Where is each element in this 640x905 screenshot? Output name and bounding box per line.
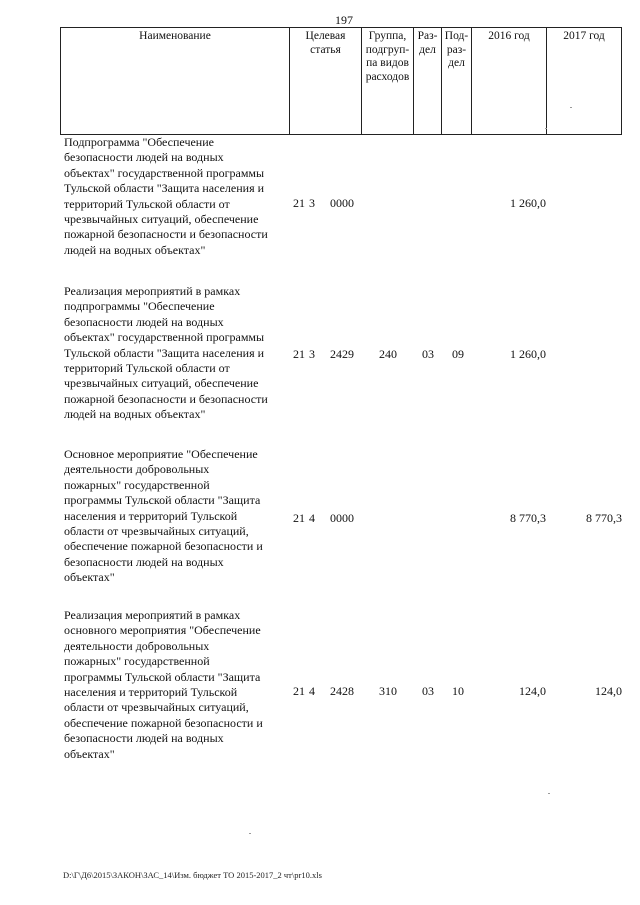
column-header-subsection: Под- раз- дел [442, 28, 472, 135]
row-item-code: 0000 [330, 511, 354, 525]
row-item-code: 2429 [330, 347, 354, 361]
row-amount-2016: 8 770,3 [510, 511, 546, 525]
row-amount-2016: 1 260,0 [510, 347, 546, 361]
row-program-code: 21 [293, 196, 305, 210]
row-amount-2017: 8 770,3 [586, 511, 622, 525]
row-subprogram-code: 3 [309, 347, 315, 361]
file-path-footer: D:\Г\Д6\2015\ЗАКОН\ЗАС_14\Изм. бюджет ТО 2015-2017_2 чт\pr10.xls [63, 870, 322, 880]
column-header-2016: 2016 год [472, 28, 547, 135]
row-section-code: 03 [422, 684, 434, 698]
row-program-code: 21 [293, 511, 305, 525]
column-header-group: Группа, подгруп- па видов расходов [362, 28, 414, 135]
column-header-section: Раз- дел [414, 28, 442, 135]
row-item-code: 0000 [330, 196, 354, 210]
row-name: Реализация мероприятий в рамках подпрограммы "Обеспечение безопасности людей на водных объектах" государственной программы Тульской области "Защита населения и территорий Тульской области от чрезвычайных ситуаций, обеспечение пожарной безопасности и безопасности людей на водных объектах" [64, 284, 268, 422]
scan-speck [249, 833, 251, 834]
row-group-code: 240 [379, 347, 397, 361]
row-program-code: 21 [293, 684, 305, 698]
scan-speck [545, 128, 547, 129]
row-name: Основное мероприятие "Обеспечение деятельности добровольных пожарных" государственной программы Тульской области "Защита населения и территорий Тульской области от чрезвычайных ситуаций, обеспечение пожарной безопасности и безопасности людей на водных объектах" [64, 447, 263, 585]
row-item-code: 2428 [330, 684, 354, 698]
column-header-name: Наименование [61, 28, 290, 135]
row-subsection-code: 10 [452, 684, 464, 698]
row-amount-2017: 124,0 [595, 684, 622, 698]
row-program-code: 21 [293, 347, 305, 361]
scan-speck [548, 793, 550, 794]
row-subprogram-code: 4 [309, 511, 315, 525]
row-subsection-code: 09 [452, 347, 464, 361]
column-header-target-article: Целевая статья [290, 28, 362, 135]
row-subprogram-code: 4 [309, 684, 315, 698]
row-name: Подпрограмма "Обеспечение безопасности людей на водных объектах" государственной программы Тульской области "Защита населения и территорий Тульской области от чрезвычайных ситуаций, обеспечение пожарной безопасности и безопасности людей на водных объектах" [64, 135, 268, 257]
table-header [60, 27, 622, 135]
row-name: Реализация мероприятий в рамках основного мероприятия "Обеспечение деятельности добровольных пожарных" государственной программы Тульской области "Защита населения и территорий Тульской области от чрезвычайных ситуаций, обеспечение пожарной безопасности и безопасности людей на водных объектах" [64, 608, 263, 761]
column-header-2017: 2017 год [547, 28, 622, 135]
scan-speck [570, 107, 572, 108]
row-amount-2016: 124,0 [519, 684, 546, 698]
row-group-code: 310 [379, 684, 397, 698]
row-section-code: 03 [422, 347, 434, 361]
page-number: 197 [335, 13, 353, 27]
row-amount-2016: 1 260,0 [510, 196, 546, 210]
row-subprogram-code: 3 [309, 196, 315, 210]
